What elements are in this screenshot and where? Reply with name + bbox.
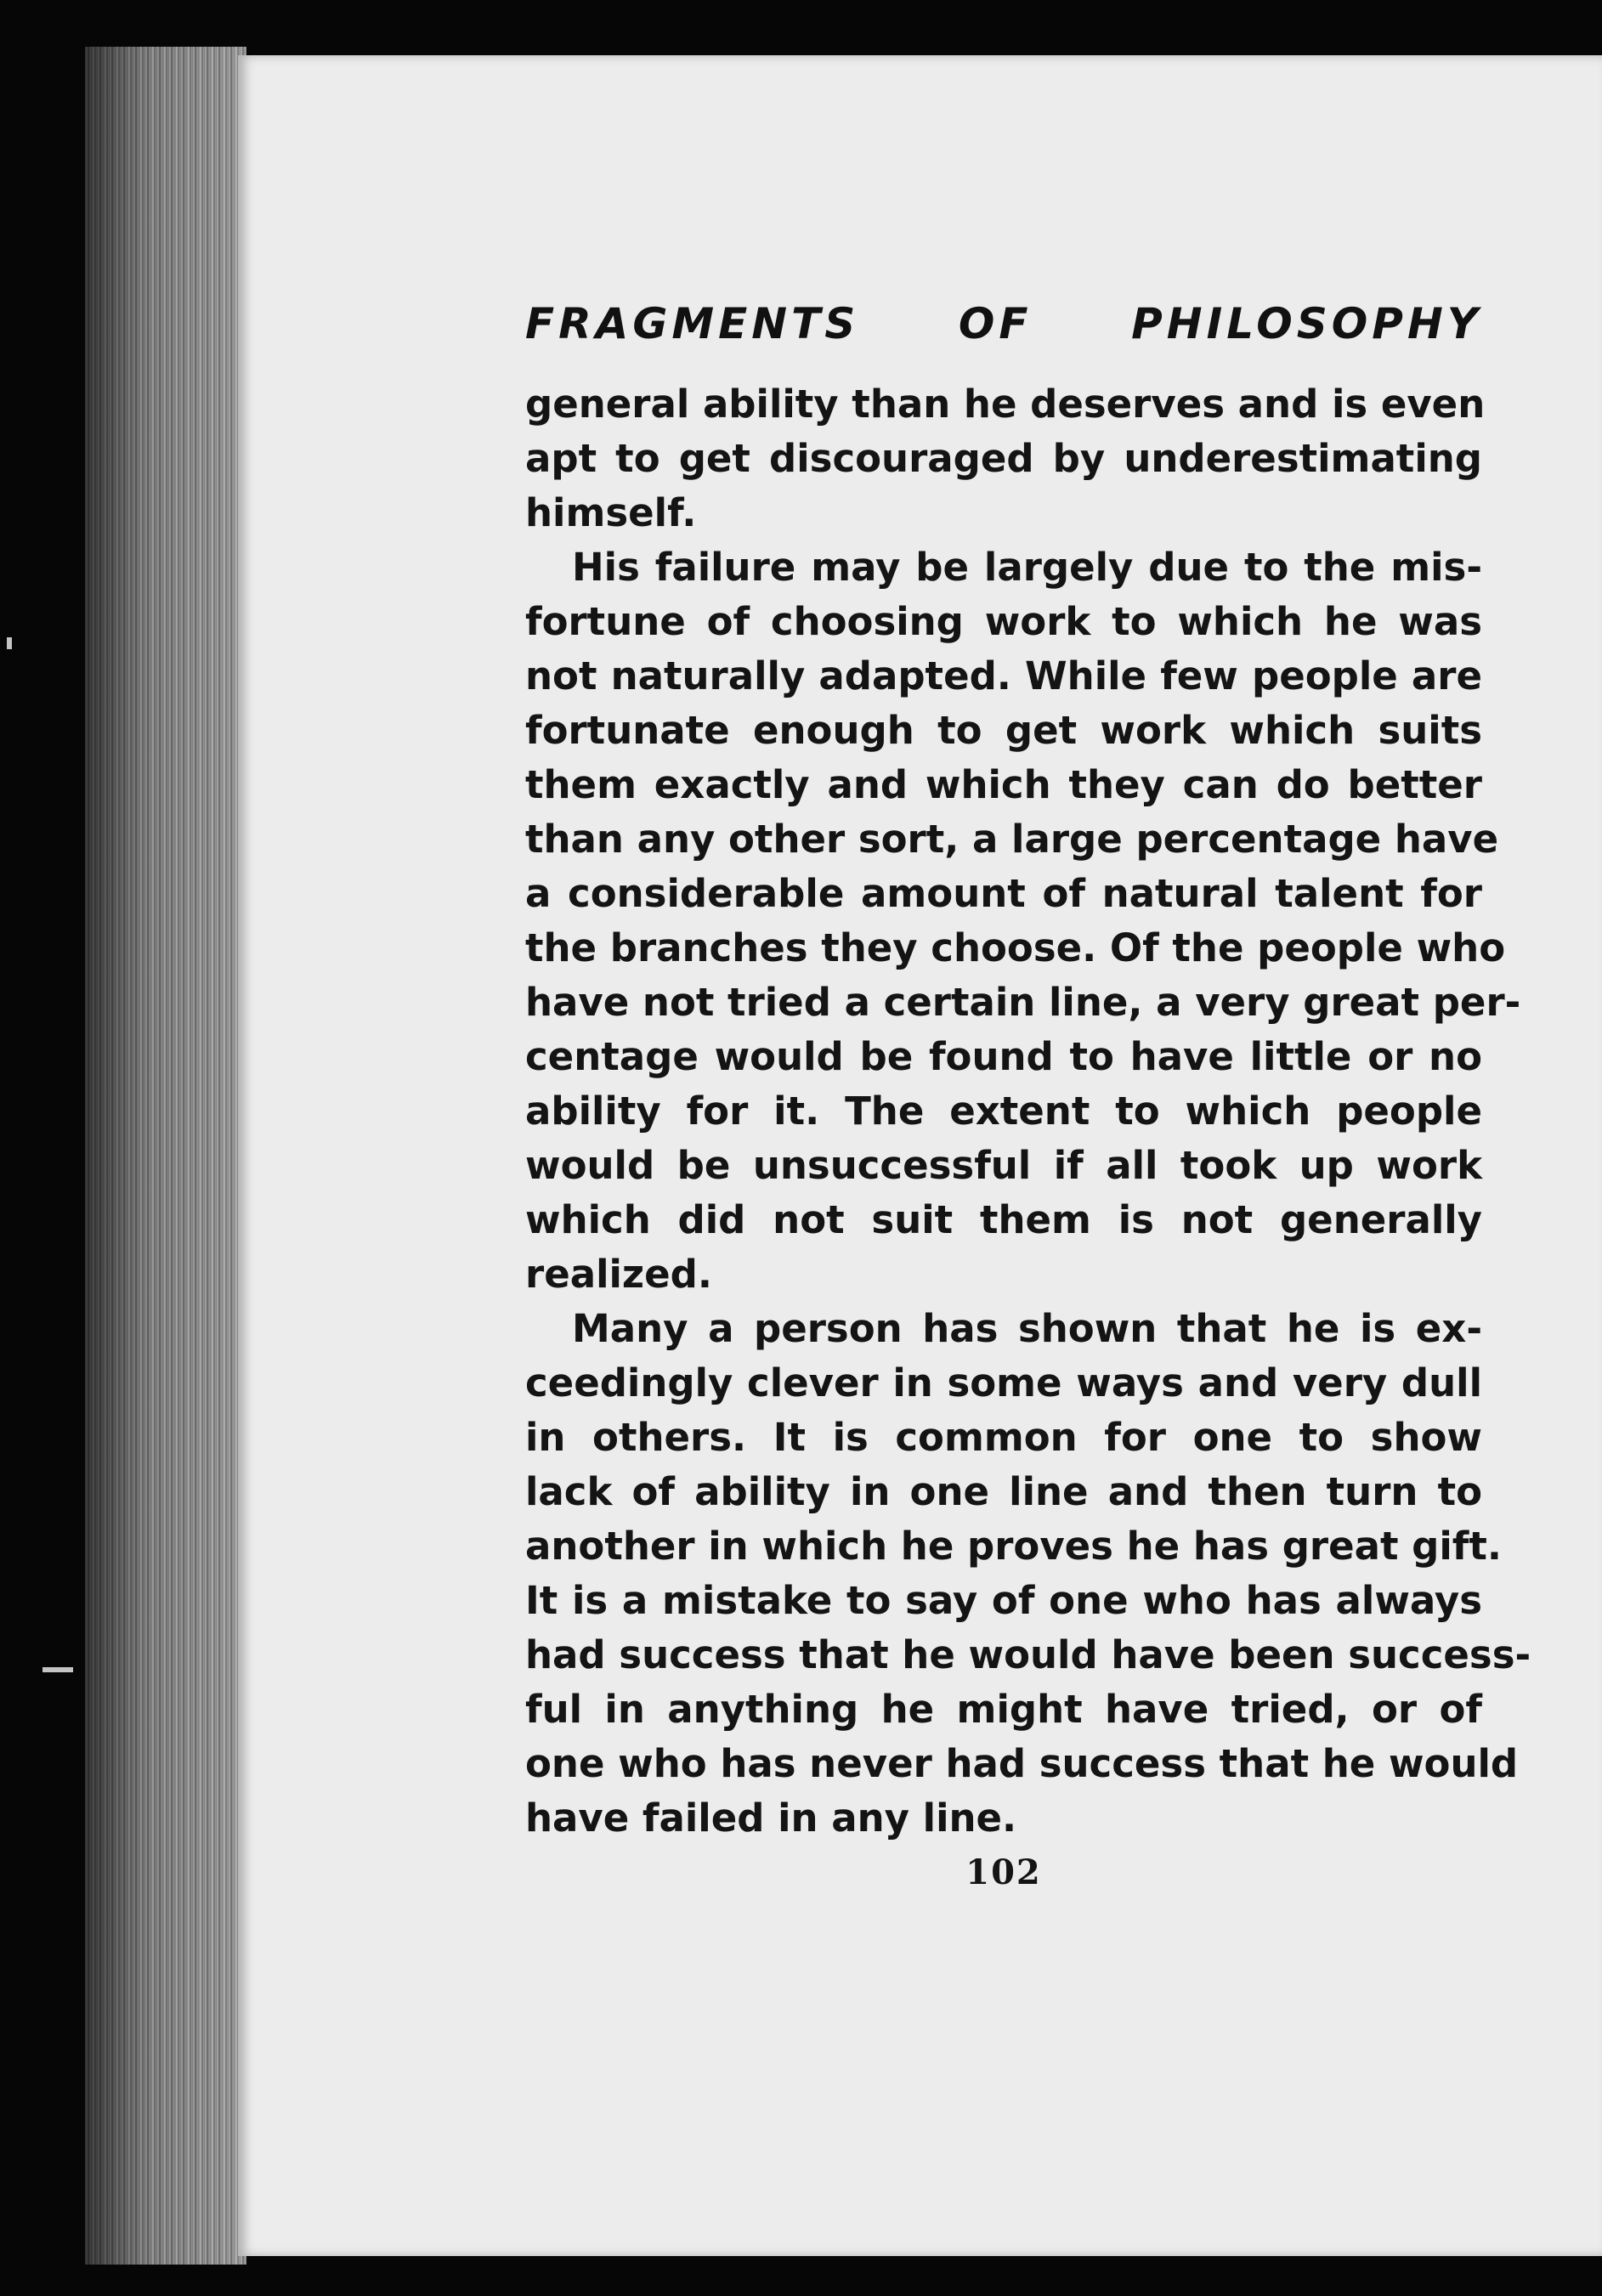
text-line: lack of ability in one line and then turn to [525,1469,1482,1514]
paragraph [525,1302,1531,1846]
text-line: them exactly and which they can do better [525,762,1482,807]
text-line: not naturally adapted. While few people are [525,653,1482,698]
speck [42,1667,73,1672]
text-line: had success that he would have been success- [525,1632,1531,1677]
book-page [238,55,1602,2256]
text-line: himself. [525,490,697,535]
text-line: Many a person has shown that he is ex- [572,1306,1482,1351]
text-line: a considerable amount of natural talent for [525,871,1482,916]
running-head [525,299,1482,348]
text-line: which did not suit them is not generally [525,1197,1482,1242]
text-line: have failed in any line. [525,1796,1017,1841]
text-line: have not tried a certain line, a very great per- [525,980,1521,1025]
text-line: in others. It is common for one to show [525,1415,1482,1460]
running-head-word: OF [958,299,1033,348]
text-line: general ability than he deserves and is even [525,382,1486,427]
text-line: fortune of choosing work to which he was [525,599,1482,644]
running-head-word: PHILOSOPHY [1131,299,1482,348]
body-text [525,377,1531,1846]
text-line: ful in anything he might have tried, or of [525,1687,1482,1732]
text-line: another in which he proves he has great gift. [525,1524,1502,1569]
text-line: His failure may be largely due to the mis- [572,545,1482,590]
text-line: than any other sort, a large percentage have [525,817,1499,862]
book-page-edges [85,47,246,2265]
text-line: realized. [525,1252,712,1297]
text-line: would be unsuccessful if all took up work [525,1143,1482,1188]
paragraph [525,377,1486,540]
text-line: ceedingly clever in some ways and very dull [525,1360,1482,1405]
page-number: 102 [965,1852,1042,1892]
text-line: the branches they choose. Of the people who [525,925,1506,970]
text-line: fortunate enough to get work which suits [525,708,1482,753]
text-line: ability for it. The extent to which people [525,1089,1482,1134]
text-line: one who has never had success that he would [525,1741,1519,1786]
paragraph [525,540,1521,1302]
speck [7,637,12,649]
text-line: centage would be found to have little or no [525,1034,1482,1079]
text-line: It is a mistake to say of one who has always [525,1578,1482,1623]
running-head-word: FRAGMENTS [525,299,860,348]
page-content [525,299,1531,1892]
text-line: apt to get discouraged by underestimating [525,436,1482,481]
